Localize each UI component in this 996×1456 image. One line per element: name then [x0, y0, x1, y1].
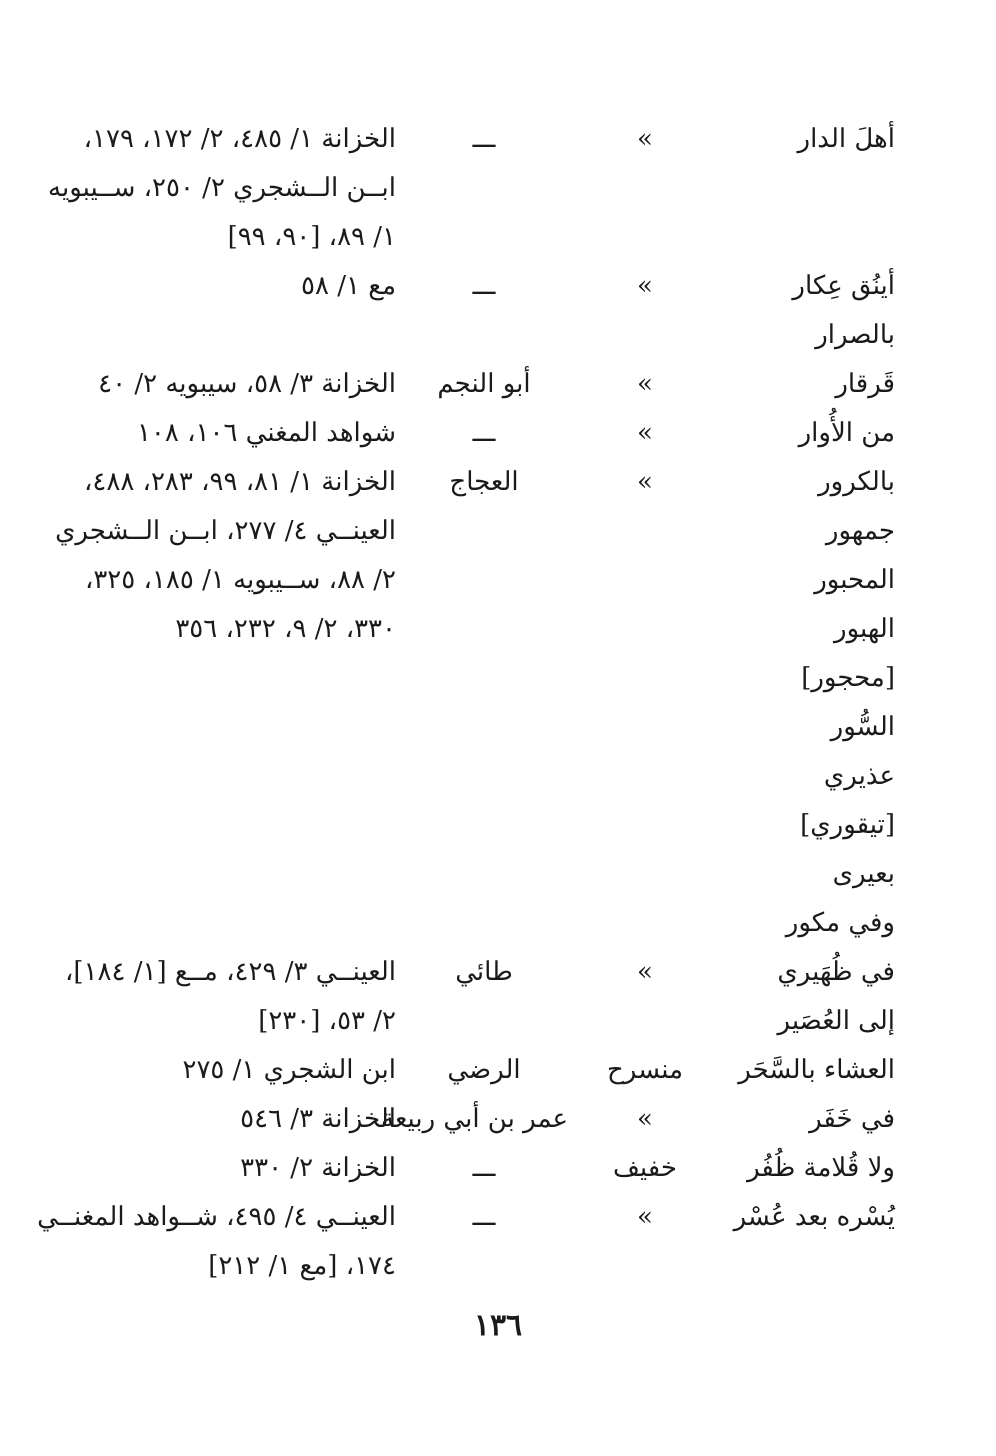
page-number: ١٣٦	[473, 1308, 523, 1343]
rhyme-cell	[705, 213, 895, 262]
poet-cell	[400, 556, 568, 605]
table-row	[0, 654, 996, 703]
meter-cell	[560, 997, 730, 1046]
rhyme-cell: بعيرى	[832, 859, 895, 889]
source-cell	[40, 654, 396, 703]
meter-cell	[560, 311, 730, 360]
poet-cell	[400, 605, 568, 654]
rhyme-cell: قَرقار	[835, 369, 895, 399]
rhyme-cell: [تيقوري]	[800, 810, 895, 840]
table-row	[0, 899, 996, 948]
rhyme-cell: في ظُهَيري	[777, 957, 895, 987]
table-row	[0, 703, 996, 752]
poet-cell: ـــ	[472, 124, 496, 154]
rhyme-cell: بالصرار	[815, 320, 895, 350]
meter-cell	[560, 213, 730, 262]
poet-cell	[400, 213, 568, 262]
rhyme-cell: يُسْره بعد عُسْر	[733, 1202, 895, 1232]
poet-cell: ـــ	[472, 418, 496, 448]
meter-cell: »	[637, 1202, 653, 1232]
poet-cell: ـــ	[472, 271, 496, 301]
meter-cell	[560, 605, 730, 654]
source-cell: شواهد المغني ١٠٦، ١٠٨	[136, 418, 396, 448]
source-cell: العينــي ٣/ ٤٢٩، مــع [١/ ١٨٤]،	[65, 957, 396, 987]
poet-cell	[400, 997, 568, 1046]
meter-cell: »	[637, 418, 653, 448]
source-cell: ٢/ ٥٣، [٢٣٠]	[258, 1006, 396, 1036]
source-cell: الخزانة ٢/ ٣٣٠	[240, 1153, 396, 1183]
meter-cell: »	[637, 271, 653, 301]
table-row	[0, 360, 996, 409]
source-cell: ١٧٤، [مع ١/ ٢١٢]	[208, 1251, 396, 1281]
meter-cell	[560, 1242, 730, 1291]
rhyme-cell: من الأُوار	[798, 418, 895, 448]
meter-cell	[560, 654, 730, 703]
poet-cell: ـــ	[472, 1153, 496, 1183]
poet-cell: الرضي	[447, 1055, 521, 1085]
table-row	[0, 997, 996, 1046]
table-row	[0, 556, 996, 605]
rhyme-cell: [محجور]	[801, 663, 895, 693]
table-row	[0, 262, 996, 311]
table-row	[0, 850, 996, 899]
source-cell: مع ١/ ٥٨	[301, 271, 396, 301]
source-cell	[40, 703, 396, 752]
table-row	[0, 1144, 996, 1193]
meter-cell	[560, 801, 730, 850]
rhyme-cell: الهبور	[834, 614, 895, 644]
rhyme-cell: أهلَ الدار	[797, 124, 895, 154]
meter-cell	[560, 507, 730, 556]
meter-cell	[560, 703, 730, 752]
meter-cell: »	[637, 124, 653, 154]
meter-cell	[560, 850, 730, 899]
poet-cell	[400, 703, 568, 752]
source-cell: ابن الشجري ١/ ٢٧٥	[182, 1055, 396, 1085]
poet-cell: أبو النجم	[437, 369, 531, 399]
poet-cell	[400, 164, 568, 213]
poet-cell	[400, 1242, 568, 1291]
source-cell	[40, 801, 396, 850]
rhyme-cell: إلى العُصَير	[777, 1006, 895, 1036]
table-row	[0, 115, 996, 164]
source-cell: ١/ ٨٩، [٩٠، ٩٩]	[227, 222, 396, 252]
meter-cell	[560, 752, 730, 801]
verse-index-table	[0, 115, 996, 1291]
source-cell	[40, 752, 396, 801]
table-row	[0, 752, 996, 801]
source-cell: العينــي ٤/ ٢٧٧، ابــن الــشجري	[55, 516, 396, 546]
rhyme-cell: ولا قُلامة ظُفُر	[747, 1153, 895, 1183]
table-row	[0, 507, 996, 556]
source-cell	[40, 899, 396, 948]
source-cell: الخزانة ٣/ ٥٨، سيبويه ٢/ ٤٠	[98, 369, 396, 399]
meter-cell	[560, 164, 730, 213]
table-row	[0, 1193, 996, 1242]
source-cell: الخزانة ١/ ٤٨٥، ٢/ ١٧٢، ١٧٩،	[83, 124, 396, 154]
rhyme-cell: وفي مكور	[785, 908, 895, 938]
table-row	[0, 1046, 996, 1095]
meter-cell	[560, 899, 730, 948]
meter-cell: خفيف	[613, 1153, 677, 1183]
table-row	[0, 164, 996, 213]
table-row	[0, 311, 996, 360]
rhyme-cell: في خَفَر	[809, 1104, 895, 1134]
table-row	[0, 605, 996, 654]
poet-cell: ـــ	[472, 1202, 496, 1232]
rhyme-cell	[705, 164, 895, 213]
rhyme-cell: السُّور	[830, 712, 895, 742]
source-cell: الخزانة ٣/ ٥٤٦	[240, 1104, 396, 1134]
poet-cell	[400, 654, 568, 703]
source-cell: العينــي ٤/ ٤٩٥، شــواهد المغنــي	[37, 1202, 396, 1232]
table-row	[0, 1242, 996, 1291]
meter-cell: »	[637, 369, 653, 399]
poet-cell	[400, 850, 568, 899]
poet-cell: طائي	[455, 957, 513, 987]
poet-cell: عمر بن أبي ربيعة	[381, 1104, 568, 1134]
meter-cell	[560, 556, 730, 605]
source-cell: ابــن الــشجري ٢/ ٢٥٠، ســيبويه	[48, 173, 396, 203]
rhyme-cell: المحبور	[814, 565, 895, 595]
table-row	[0, 458, 996, 507]
meter-cell: »	[637, 467, 653, 497]
poet-cell	[400, 752, 568, 801]
poet-cell	[400, 311, 568, 360]
rhyme-cell: أينُق عِكار	[792, 271, 895, 301]
source-cell	[40, 850, 396, 899]
table-row	[0, 1095, 996, 1144]
table-row	[0, 801, 996, 850]
rhyme-cell: العشاء بالسَّحَر	[738, 1055, 895, 1085]
source-cell: ٢/ ٨٨، ســيبويه ١/ ١٨٥، ٣٢٥،	[84, 565, 396, 595]
poet-cell	[400, 801, 568, 850]
poet-cell: العجاج	[449, 467, 519, 497]
poet-cell	[400, 899, 568, 948]
meter-cell: »	[637, 1104, 653, 1134]
rhyme-cell: بالكرور	[818, 467, 895, 497]
source-cell: ٣٣٠، ٢/ ٩، ٢٣٢، ٣٥٦	[175, 614, 396, 644]
rhyme-cell: عذيري	[823, 761, 895, 791]
table-row	[0, 948, 996, 997]
poet-cell	[400, 507, 568, 556]
rhyme-cell	[705, 1242, 895, 1291]
source-cell	[40, 311, 396, 360]
source-cell: الخزانة ١/ ٨١، ٩٩، ٢٨٣، ٤٨٨،	[83, 467, 396, 497]
meter-cell: منسرح	[606, 1055, 684, 1085]
table-row	[0, 409, 996, 458]
rhyme-cell: جمهور	[825, 516, 895, 546]
meter-cell: »	[637, 957, 653, 987]
table-row	[0, 213, 996, 262]
